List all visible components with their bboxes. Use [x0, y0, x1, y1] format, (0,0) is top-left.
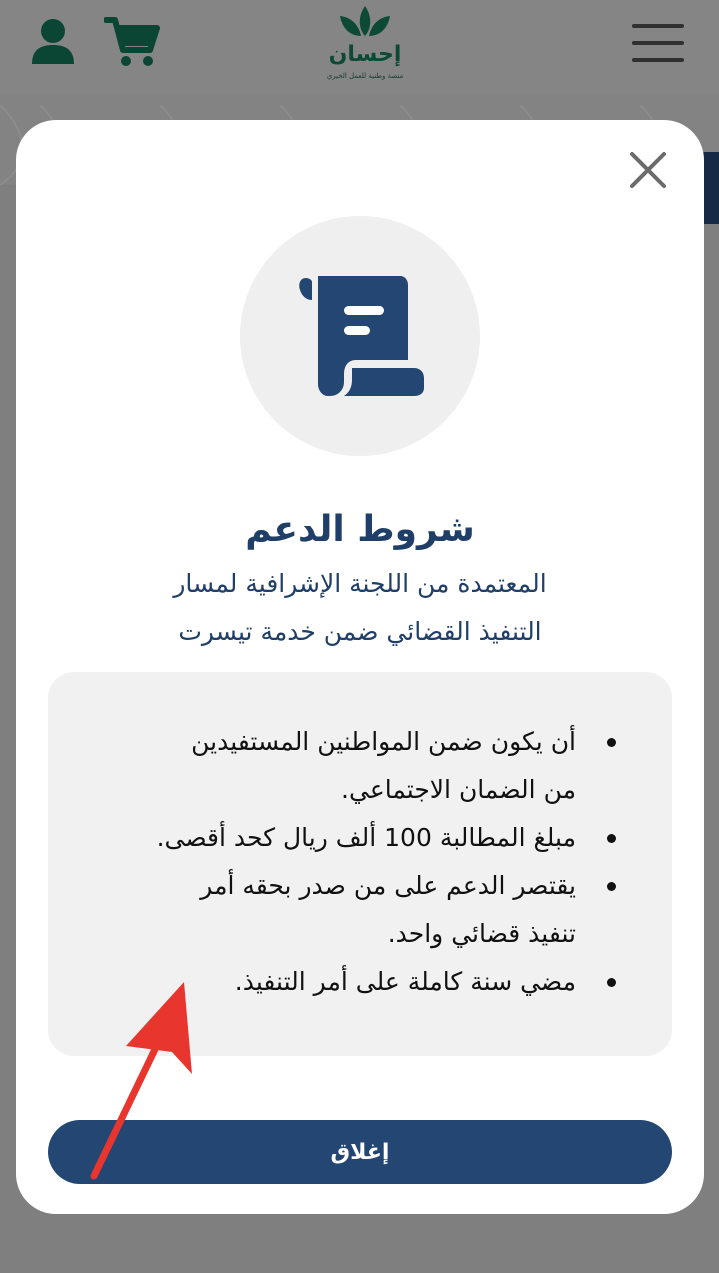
condition-item [156, 814, 616, 862]
menu-icon[interactable] [632, 24, 684, 62]
bullet-icon [607, 978, 616, 987]
condition-text: أن يكون ضمن المواطنين المستفيدين من الضمان الاجتماعي. [191, 727, 576, 804]
modal-title: شروط الدعم [245, 509, 475, 550]
bullet-icon [607, 834, 616, 843]
modal-subtitle [106, 560, 614, 656]
brand-logo[interactable] [320, 2, 410, 88]
bullet-icon [607, 738, 616, 747]
leaf-logo-icon [320, 2, 410, 42]
logo-tagline: منصة وطنية للعمل الخيري [326, 72, 404, 80]
icon-circle [240, 216, 480, 456]
app-header [0, 0, 719, 95]
condition-item [156, 958, 616, 1006]
condition-text: يقتصر الدعم على من صدر بحقه أمر تنفيذ قضائي واحد. [200, 871, 576, 948]
annotation-arrow-icon [80, 970, 200, 1190]
logo-text: إحسان [328, 42, 402, 67]
condition-text: مبلغ المطالبة 100 ألف ريال كحد أقصى. [156, 823, 576, 852]
subtitle-line: التنفيذ القضائي ضمن خدمة تيسرت [178, 617, 542, 646]
condition-item [156, 718, 616, 814]
condition-text: مضي سنة كاملة على أمر التنفيذ. [234, 967, 576, 996]
conditions-list [156, 718, 616, 1006]
subtitle-line: المعتمدة من اللجنة الإشرافية لمسار [173, 569, 547, 598]
close-icon[interactable] [628, 150, 668, 190]
scroll-icon [296, 272, 424, 400]
condition-item [156, 862, 616, 958]
close-button[interactable]: إغلاق [48, 1120, 672, 1184]
cart-icon[interactable] [104, 16, 160, 70]
user-icon[interactable] [30, 18, 76, 66]
bullet-icon [607, 882, 616, 891]
